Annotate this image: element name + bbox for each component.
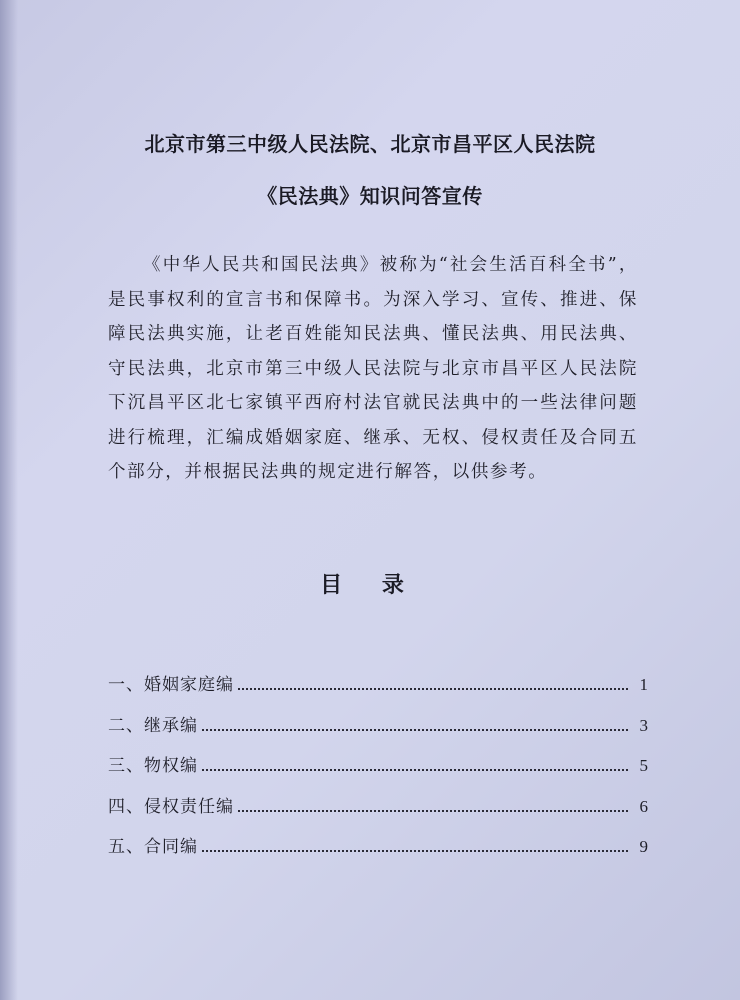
toc-leader-dots [238, 687, 628, 690]
toc-entry-page: 3 [639, 715, 648, 735]
table-of-contents [108, 670, 648, 873]
toc-entry-label: 四、侵权责任编 [108, 796, 234, 817]
toc-entry-label: 一、婚姻家庭编 [108, 675, 234, 695]
toc-entry [108, 751, 648, 792]
toc-entry-page: 9 [639, 837, 648, 856]
toc-entry [108, 792, 648, 833]
toc-heading: 目 录 [320, 573, 420, 598]
document-title-line-2: 《民法典》知识问答宣传 [257, 184, 483, 208]
toc-entry-page: 5 [639, 756, 648, 775]
toc-entry [108, 670, 648, 711]
toc-leader-dots [202, 849, 628, 852]
toc-entry-page: 1 [639, 675, 648, 694]
toc-leader-dots [202, 728, 628, 731]
toc-entry [108, 711, 648, 752]
toc-entry-label: 二、继承编 [108, 715, 198, 736]
toc-leader-dots [238, 809, 628, 812]
toc-entry [108, 832, 648, 873]
toc-entry-label: 五、合同编 [108, 837, 198, 857]
toc-leader-dots [202, 768, 628, 771]
intro-paragraph: 《中华人民共和国民法典》被称为“社会生活百科全书”，是民事权利的宣言书和保障书。为深入学习、宣传、推进、保障民法典实施，让老百姓能知民法典、懂民法典、用民法典、守民法典，北京市第三中级人民法院与北京市昌平区人民法院下沉昌平区北七家镇平西府村法官就民法典中的一些法律问题进行梳理，汇编成婚姻家庭、继承、无权、侵权责任及合同五个部分，并根据民法典的规定进行解答，以供参考。 [108, 255, 638, 482]
toc-entry-label: 三、物权编 [108, 756, 198, 776]
document-title-line-1: 北京市第三中级人民法院、北京市昌平区人民法院 [144, 132, 596, 156]
toc-entry-page: 6 [639, 796, 648, 816]
